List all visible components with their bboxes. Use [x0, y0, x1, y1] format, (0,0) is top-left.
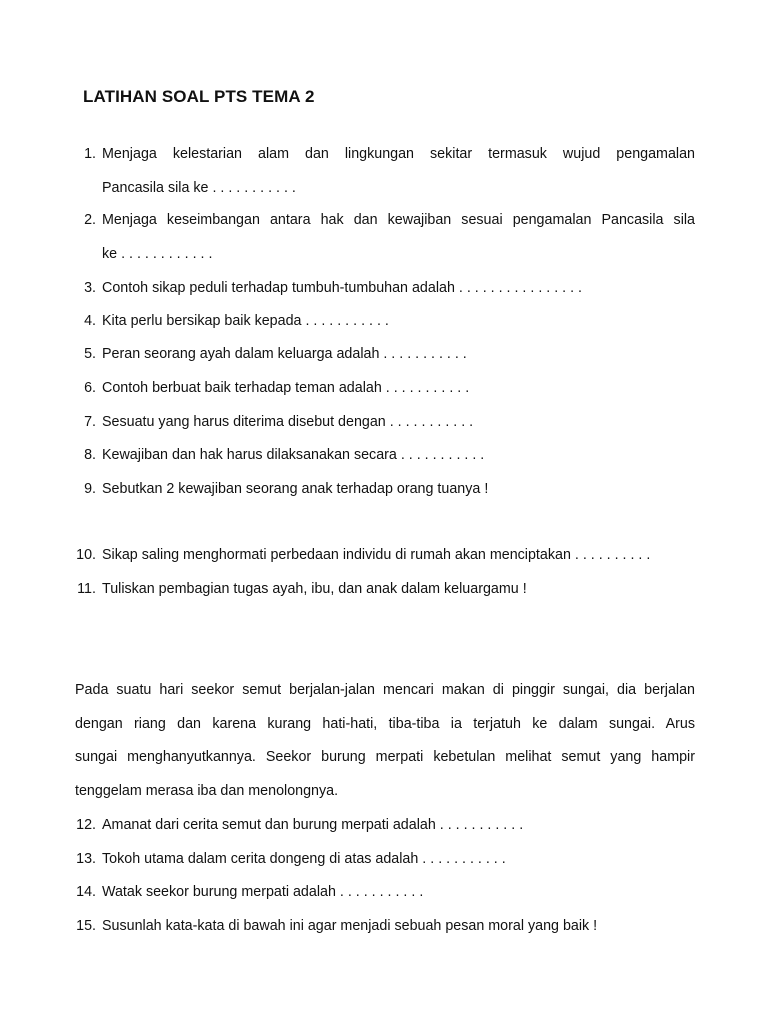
document-title: LATIHAN SOAL PTS TEMA 2 [83, 87, 315, 106]
question-text: Menjaga keseimbangan antara hak dan kewajiban sesuai pengamalan Pancasila sila [102, 212, 695, 228]
question-number: 15. [76, 918, 96, 934]
question-number: 3. [84, 280, 96, 296]
question-text: Susunlah kata-kata di bawah ini agar menjadi sebuah pesan moral yang baik ! [102, 918, 598, 934]
question-number: 13. [76, 851, 96, 867]
question-text: Tuliskan pembagian tugas ayah, ibu, dan anak dalam keluargamu ! [102, 581, 527, 597]
question-text: Contoh sikap peduli terhadap tumbuh-tumbuhan adalah . . . . . . . . . . . . . . . . [102, 280, 583, 296]
question-number: 1. [84, 146, 96, 162]
question-text: Kita perlu bersikap baik kepada . . . . . . . . . . . [102, 313, 389, 329]
question-number: 11. [77, 581, 96, 597]
question-number: 2. [84, 212, 96, 228]
question-text: Tokoh utama dalam cerita dongeng di atas adalah . . . . . . . . . . . [102, 851, 506, 867]
question-text: Amanat dari cerita semut dan burung merpati adalah . . . . . . . . . . . [102, 817, 524, 833]
story-paragraph-line: Pada suatu hari seekor semut berjalan-jalan mencari makan di pinggir sungai, dia berjalan [75, 682, 695, 698]
question-text: Menjaga kelestarian alam dan lingkungan sekitar termasuk wujud pengamalan [102, 146, 695, 162]
question-text: Peran seorang ayah dalam keluarga adalah . . . . . . . . . . . [102, 346, 467, 362]
question-number: 4. [84, 313, 96, 329]
story-paragraph-line: tenggelam merasa iba dan menolongnya. [75, 783, 339, 799]
question-number: 6. [84, 380, 96, 396]
story-paragraph-line: sungai menghanyutkannya. Seekor burung merpati kebetulan melihat semut yang hampir [75, 749, 695, 765]
question-text: Kewajiban dan hak harus dilaksanakan secara . . . . . . . . . . . [102, 447, 485, 463]
question-number: 9. [84, 481, 96, 497]
story-paragraph-line: dengan riang dan karena kurang hati-hati, tiba-tiba ia terjatuh ke dalam sungai. Arus [75, 716, 695, 732]
question-text: Watak seekor burung merpati adalah . . . . . . . . . . . [102, 884, 424, 900]
question-number: 10. [76, 547, 96, 563]
question-text: Sebutkan 2 kewajiban seorang anak terhadap orang tuanya ! [102, 481, 489, 497]
question-text: Sikap saling menghormati perbedaan individu di rumah akan menciptakan . . . . . . . . . . [102, 547, 651, 563]
question-number: 12. [76, 817, 96, 833]
question-text: Contoh berbuat baik terhadap teman adalah . . . . . . . . . . . [102, 380, 470, 396]
question-number: 5. [84, 346, 96, 362]
question-text: Sesuatu yang harus diterima disebut dengan . . . . . . . . . . . [102, 414, 474, 430]
question-number: 8. [84, 447, 96, 463]
question-number: 7. [84, 414, 96, 430]
question-number: 14. [76, 884, 96, 900]
question-text-continued: Pancasila sila ke . . . . . . . . . . . [102, 180, 296, 196]
question-text-continued: ke . . . . . . . . . . . . [102, 246, 213, 262]
